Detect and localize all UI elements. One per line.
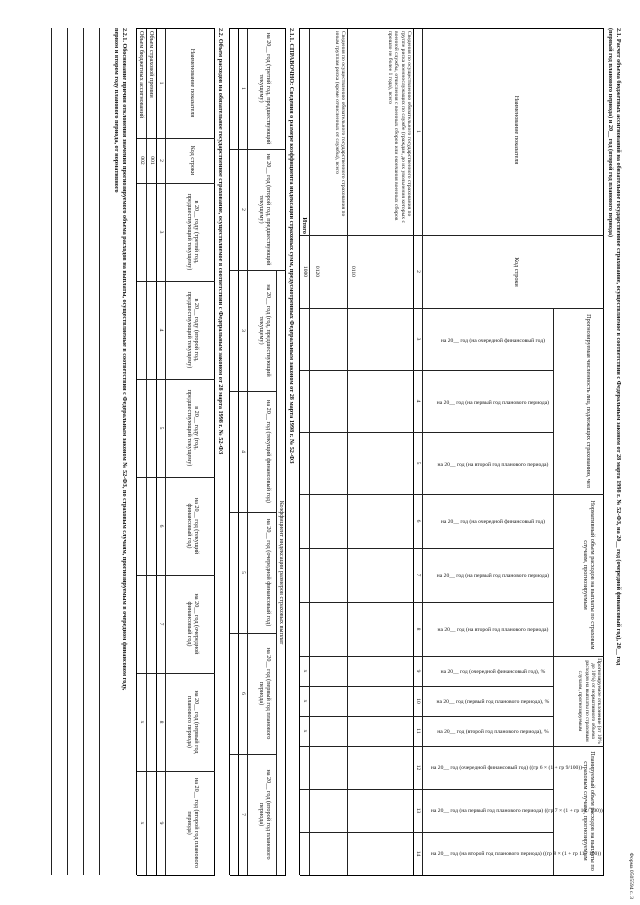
exp-col-name: Наименование показателя [189, 48, 196, 118]
subhdr-dev-second: на 20__ год (второй год планового периода), % [437, 728, 549, 735]
exp-num-7: 7 [158, 622, 164, 626]
group-norm-header: Нормативный объем расходов на выплаты по страховым случаям, прогнозируемым [581, 500, 596, 650]
coef-num-1: 1 [240, 87, 246, 90]
exp-col-9: на 20__ год (второй год планового периода) [185, 777, 200, 869]
exp-col-7: на 20__ год (очередной финансовый год) [185, 593, 200, 655]
exp-row-002-x-9: x [139, 821, 145, 825]
colnum-9: 9 [415, 669, 421, 673]
section-2-1-title-line2: (первый год планового периода) и 20__ год (второй год планового периода) [607, 28, 614, 238]
subhdr-dev-first: на 20__ год (первый год планового периода), % [436, 698, 550, 705]
subhdr-planned-first: на 20__ год (на первый год планового периода) ((гр 7 × (1 + гр 10 / 100)) [430, 807, 603, 814]
colnum-13: 13 [415, 807, 421, 814]
subhdr-planned-second: на 20__ год (на второй год планового периода) ((гр 8 × (1 + гр 11 / 100)) [430, 850, 602, 857]
row-0110-name: Сведения по осуществлению обязательного государственного страхования по группе риска военнослужащих по службе (граждан, до их увольнения которых с военной службы, отчисления с военных сборов или окончания военных сборов прошло не более 1 года), всего [386, 31, 412, 223]
section-2-2-1-title-line2: первом и втором году планового периода, от нормативного [113, 28, 120, 193]
exp-row-002-code: 002 [139, 156, 145, 165]
section-2-1-1-title: 2.1.1. СПРАВОЧНО: Сведения о размере коэффициента индексации страховых сумм, предусмотренных Федеральным законом от 28 марта 1998 г. № 52-ФЗ [288, 28, 295, 464]
coef-col-6: на 20__ год (первый год планового периода) [257, 647, 272, 740]
coef-num-3: 3 [240, 329, 246, 332]
col-name-header: Наименование показателя [513, 95, 520, 165]
exp-col-4: в 20__ году (второй год, предшествующий текущему) [185, 291, 200, 369]
group-numbers-header: Прогнозируемая численность лиц, подлежащих страхованию, чел [585, 314, 592, 488]
total-x-9: x [302, 669, 308, 673]
coef-num-5: 5 [240, 571, 246, 574]
colnum-14: 14 [415, 850, 421, 857]
exp-num-1: 1 [158, 81, 164, 85]
colnum-2: 2 [415, 270, 421, 273]
exp-col-6: на 20__ год (текущий финансовый год) [185, 497, 200, 555]
exp-row-001-name: Объем страховой премии [148, 31, 155, 98]
total-x-11: x [302, 729, 308, 733]
coef-group-header: Коэффициент индексации размеров страховых выплат [278, 500, 285, 645]
colnum-8: 8 [415, 627, 421, 631]
coef-num-7: 7 [240, 813, 246, 816]
section-2-1-title: 2.1. Расчет объема бюджетных ассигнований на обязательное государственное страхование, осуществляемое в соответствии с Федеральным законом от 28 марта 1998 г. № 52-ФЗ, на 20__ год (очередной финансовый год), 20__ год [615, 28, 622, 666]
exp-num-6: 6 [158, 524, 164, 528]
form-label: Форма 0505594 с. 3 [628, 852, 634, 899]
exp-num-4: 4 [158, 328, 164, 332]
exp-num-2: 2 [158, 159, 164, 162]
subhdr-dev-next: на 20__ год (очередной финансовый год), % [440, 668, 546, 675]
row-0120-code: 0120 [314, 265, 320, 278]
colnum-12: 12 [415, 764, 421, 771]
exp-num-8: 8 [158, 720, 164, 724]
total-code: 1000 [302, 265, 308, 278]
total-label: Итого [301, 217, 308, 234]
section-2-2-title: 2.2. Объем расходов на обязательное государственное страхование, осуществляемое в соответствии с Федеральным законом от 28 марта 1998 г. № 52-ФЗ [217, 28, 224, 455]
row-0110-code: 0110 [350, 266, 356, 277]
section-2-2-1-title: 2.2.1. Обоснование причин отклонения значения прогнозируемого объема расходов на выплаты, осуществляемые в соответствии с Федеральным законом № 52-ФЗ, по страховым случаям, прогнозируемым в очередном финансовом году, [121, 28, 128, 691]
subhdr-numbers-second: на 20__ год (на второй год планового периода) [437, 461, 549, 468]
exp-row-002-x-8: x [139, 720, 145, 724]
group-planned-header: Планируемый объем расходов на выплаты по страховым случаям, прогнозируемым [581, 751, 596, 871]
exp-col-5: в 20__ году (год, предшествующий текущему) [185, 389, 200, 467]
group-deviation-header: Прогнозируемое отклонение (от 10% до 10%) от нормативного объема расходов на выплаты по страховым случаям, прогнозируемым [577, 658, 602, 744]
coef-col-4: на 20__ год (текущий финансовый год) [265, 400, 272, 503]
subhdr-norm-next: на 20__ год (на очередной финансовый год) [440, 518, 545, 525]
exp-col-code: Код строки [189, 145, 196, 176]
subhdr-planned-next: на 20__ год (очередной финансовый год) ((гр 6 × (1 + гр 9/100)) [430, 764, 583, 771]
exp-row-001-code: 001 [149, 156, 155, 165]
colnum-6: 6 [415, 519, 421, 523]
coef-num-2: 2 [240, 208, 246, 211]
exp-num-3: 3 [158, 230, 164, 234]
coef-col-1: на 20__ год (третий год, предшествующий текущему) [257, 32, 272, 145]
exp-num-9: 9 [158, 821, 164, 825]
subhdr-numbers-first: на 20__ год (на первый год планового периода) [436, 399, 550, 406]
exp-num-5: 5 [158, 426, 164, 430]
coef-col-7: на 20__ год (второй год планового периода) [257, 769, 272, 860]
subhdr-norm-second: на 20__ год (на второй год планового периода) [437, 626, 549, 633]
exp-col-3: в 20__ году (третий год, предшествующий текущему) [185, 193, 200, 271]
colnum-7: 7 [415, 573, 421, 577]
subhdr-numbers-next: на 20__ год (на очередной финансовый год) [440, 337, 545, 344]
exp-col-8: на 20__ год (первый год планового периода) [185, 690, 200, 754]
row-0120-name: Сведения по осуществлению обязательного государственного страхования по иным группам риска (кроме отчисленных от службы), всего [333, 31, 346, 217]
coef-col-2: на 20__ год (второй год, предшествующий текущему) [257, 153, 272, 266]
coef-num-4: 4 [240, 450, 246, 453]
total-x-10: x [302, 699, 308, 703]
coef-col-5: на 20__ год (очередной финансовый год) [265, 518, 272, 627]
exp-row-002-name: Объем бюджетных ассигнований [138, 31, 145, 119]
coef-col-3: на 20__ год (год, предшествующий текущему) [257, 284, 272, 377]
colnum-11: 11 [415, 728, 421, 734]
colnum-1: 1 [415, 130, 421, 133]
subhdr-norm-first: на 20__ год (на первый год планового периода) [436, 572, 550, 579]
coef-num-6: 6 [240, 692, 246, 695]
col-code-header: Код строки [513, 257, 520, 287]
colnum-10: 10 [415, 698, 421, 704]
colnum-3: 3 [415, 337, 421, 341]
colnum-4: 4 [415, 399, 421, 403]
colnum-5: 5 [415, 461, 421, 465]
